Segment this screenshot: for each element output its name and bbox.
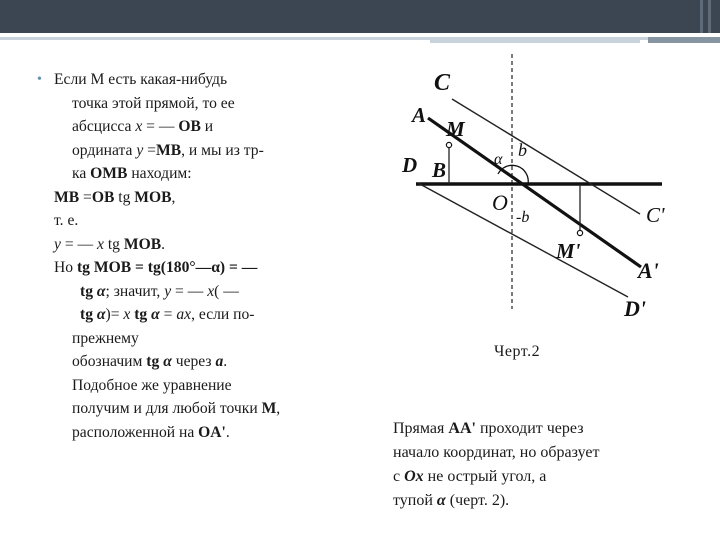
right-line-3: с Ox не острый угол, а bbox=[393, 468, 547, 485]
bullet-icon: • bbox=[37, 72, 42, 87]
figure-caption: Черт.2 bbox=[494, 343, 541, 360]
point-M-prime bbox=[577, 230, 582, 235]
angle-alpha-arc bbox=[498, 165, 528, 184]
geometry-figure bbox=[394, 54, 694, 334]
label-M-prime: M' bbox=[556, 239, 581, 263]
label-minus-b: -b bbox=[516, 209, 530, 226]
label-D-prime: D' bbox=[624, 296, 646, 321]
text-line-16: расположенной на OA'. bbox=[72, 423, 230, 441]
label-A: A bbox=[412, 103, 427, 127]
header-decoration bbox=[390, 0, 720, 33]
point-M bbox=[446, 142, 451, 147]
label-C: C bbox=[434, 70, 451, 96]
right-explanation-text bbox=[393, 417, 703, 513]
line-DD bbox=[418, 183, 628, 297]
label-D: D bbox=[402, 153, 418, 177]
text-line-9: Но tg MOB = tg(180°—α) = — bbox=[54, 259, 258, 276]
right-line-1: Прямая AA' проходит через bbox=[393, 420, 584, 437]
header-underline bbox=[0, 37, 720, 43]
text-line-7: т. е. bbox=[54, 212, 79, 229]
label-b: b bbox=[518, 140, 527, 160]
text-line-2: точка этой прямой, то ее bbox=[72, 94, 235, 112]
text-line-10: tg α; значит, y = — x( — bbox=[80, 282, 239, 300]
right-line-4: тупой α (черт. 2). bbox=[393, 492, 510, 509]
label-M: M bbox=[446, 117, 465, 141]
line-CC bbox=[452, 99, 640, 214]
text-line-8: y = — x tg MOB. bbox=[54, 235, 166, 253]
text-line-15: получим и для любой точки M, bbox=[72, 400, 281, 417]
text-line-1: • Если M есть какая-нибудь bbox=[54, 68, 354, 92]
text-line-11: tg α)= x tg α = ax, если по- bbox=[80, 306, 255, 323]
text-line-14: Подобное же уравнение bbox=[72, 376, 232, 394]
text-line-12: прежнему bbox=[72, 329, 139, 347]
text-line-6: MB =OB tg MOB, bbox=[54, 188, 176, 206]
right-line-2: начало координат, но образует bbox=[393, 444, 600, 461]
label-B: B bbox=[432, 158, 447, 182]
label-O: O bbox=[492, 190, 508, 215]
label-C-prime: C' bbox=[646, 203, 665, 227]
label-A-prime: A' bbox=[638, 258, 659, 283]
text-line-4: ордината y =MB, и мы из тр- bbox=[72, 141, 264, 159]
label-alpha: α bbox=[494, 151, 503, 168]
text-line-5: ка OMB находим: bbox=[72, 165, 192, 182]
text-line-3: абсцисса x = — OB и bbox=[72, 118, 214, 135]
left-explanation-text bbox=[37, 68, 354, 444]
text-line-13: обозначим tg α через a. bbox=[72, 353, 228, 370]
top-header-bar bbox=[0, 0, 720, 33]
